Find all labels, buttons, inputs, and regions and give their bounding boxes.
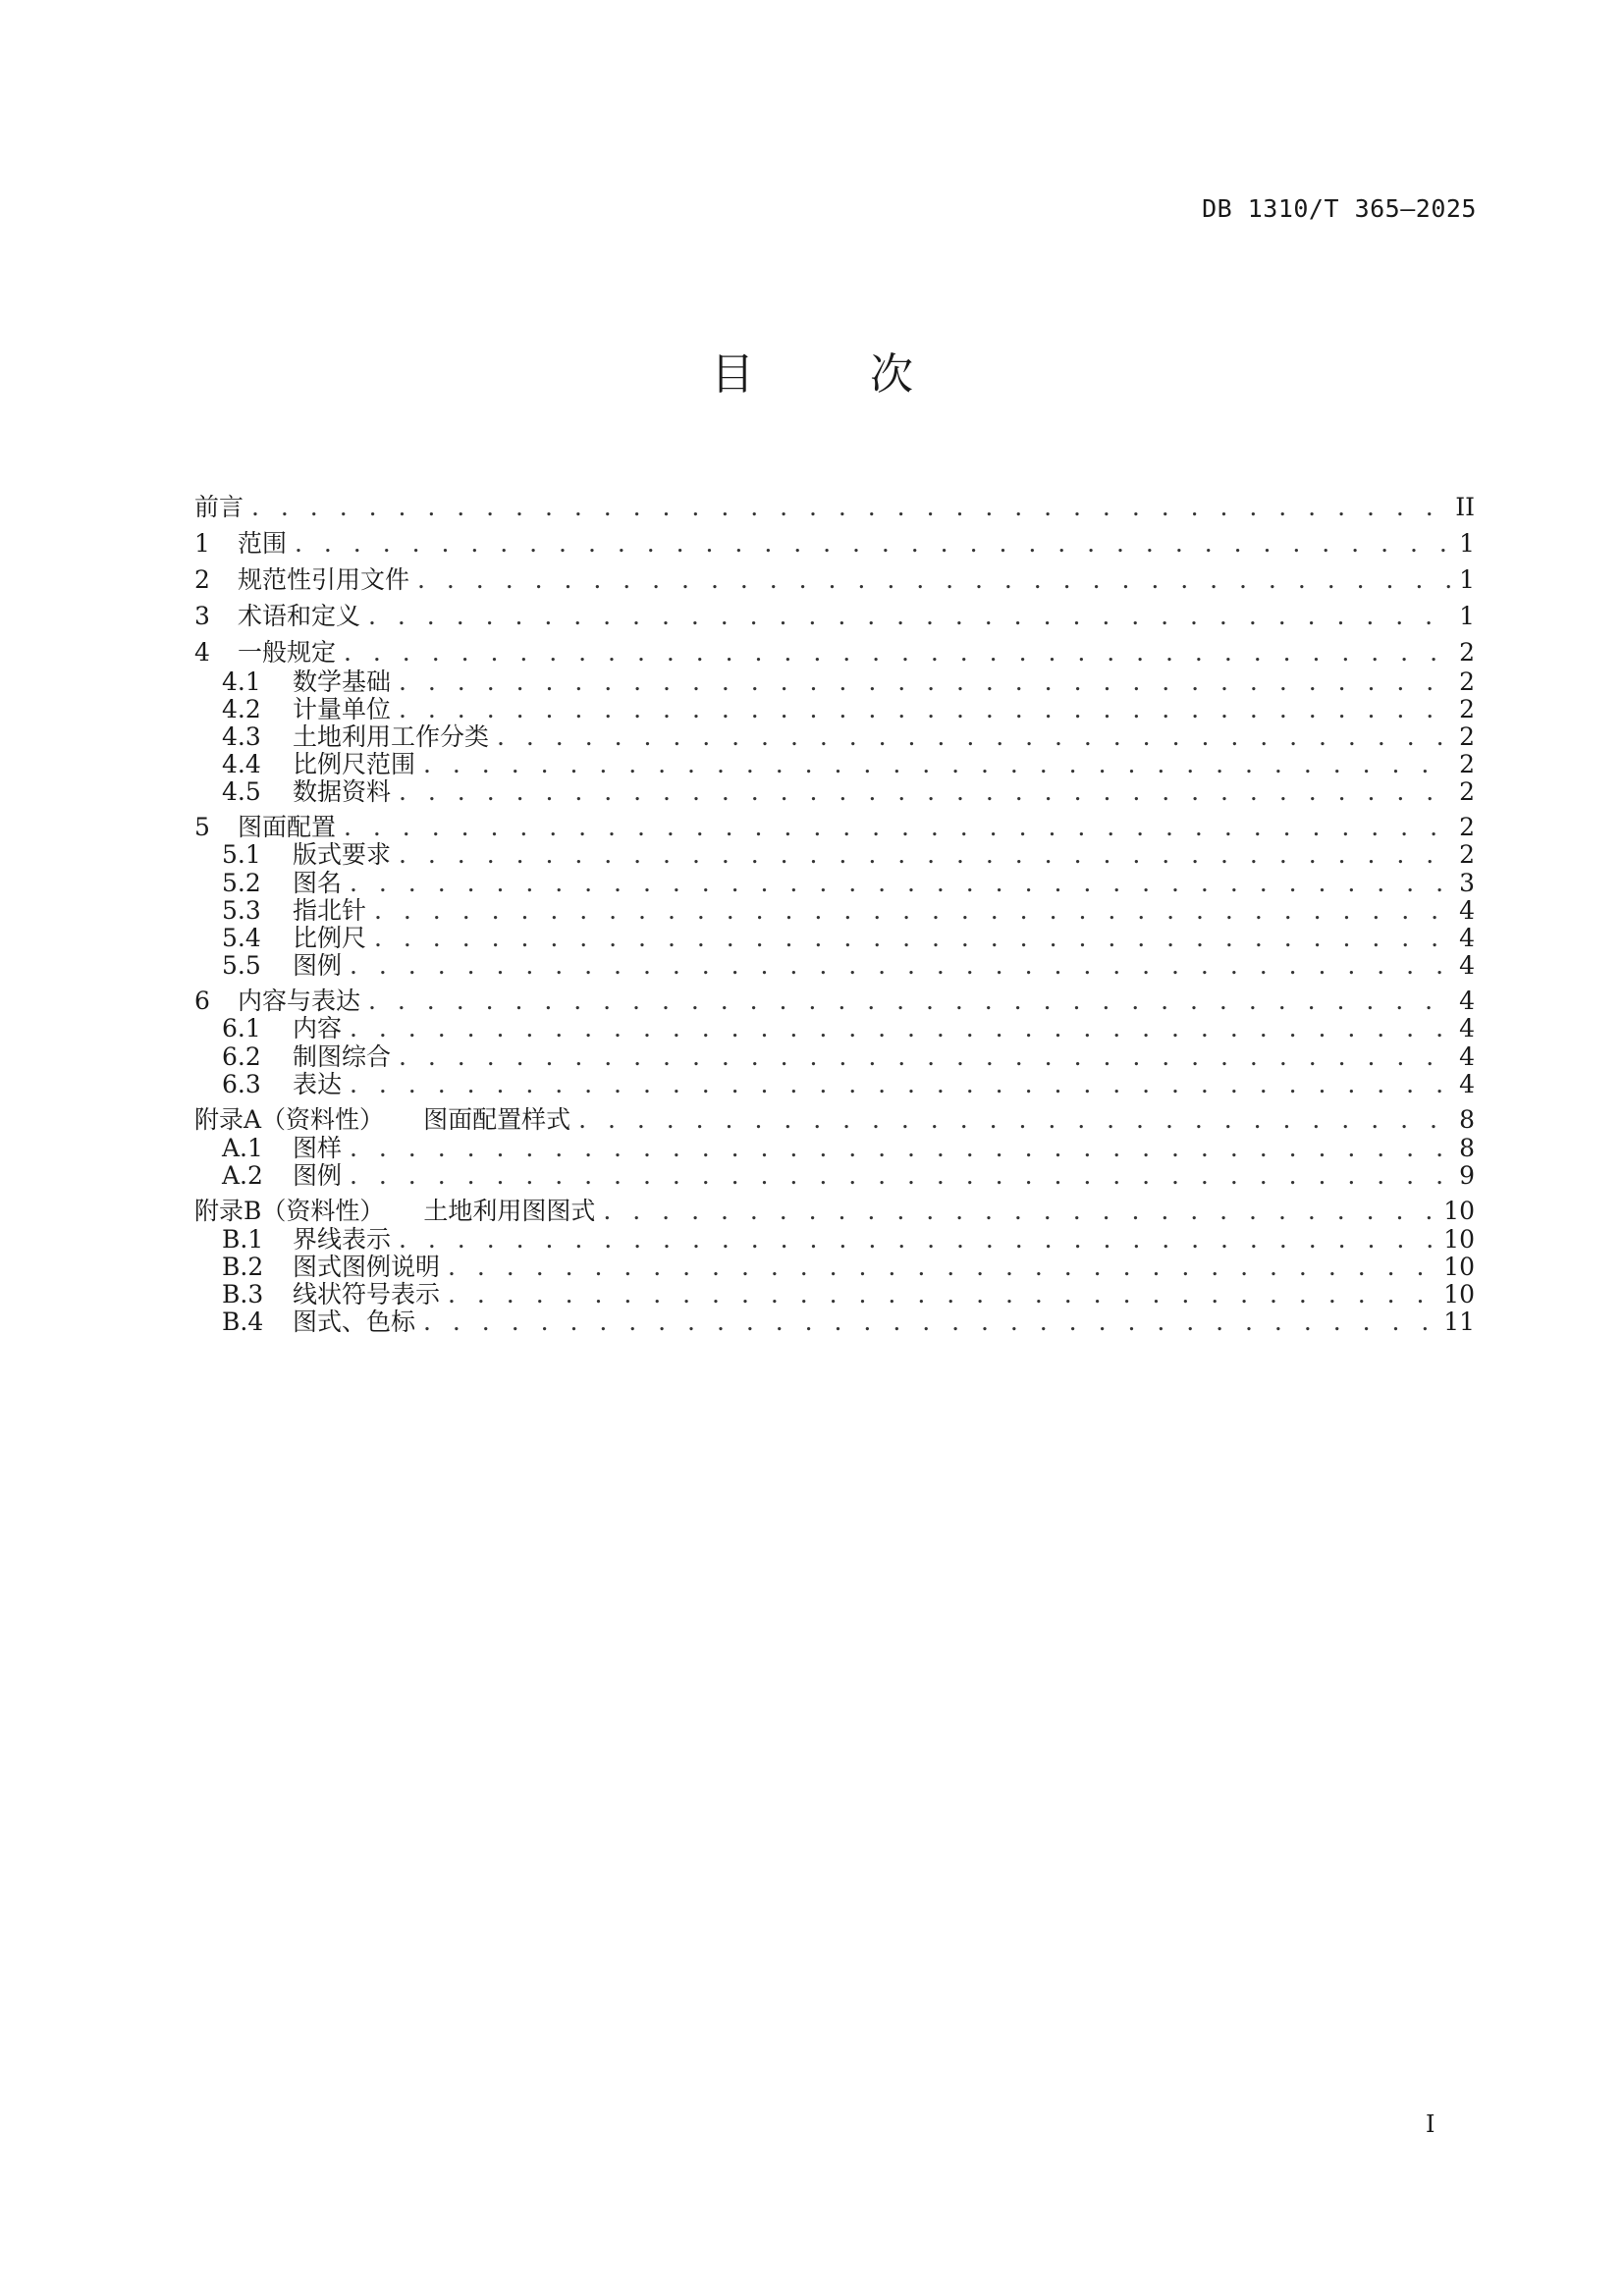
- toc-entry-number: 4.1: [222, 667, 261, 696]
- toc-entry-title: 制图综合: [293, 1042, 392, 1071]
- toc-entry-title: 比例尺范围: [293, 750, 416, 778]
- toc-entry-number: 5: [194, 813, 210, 841]
- toc-appendix-label: 附录A（资料性）: [194, 1105, 385, 1134]
- toc-entry-number: 6.3: [222, 1070, 261, 1098]
- toc-entry-title: 数学基础: [293, 667, 392, 696]
- toc-page-number: 11: [1443, 1308, 1475, 1336]
- dot-leader: [251, 491, 1447, 524]
- dot-leader: [344, 636, 1451, 669]
- toc-entry-number: 3: [194, 602, 210, 630]
- toc-page-number: 1: [1459, 529, 1475, 558]
- toc-page-number: 2: [1459, 638, 1475, 667]
- toc-entry-title: 计量单位: [293, 695, 392, 723]
- toc-entry-number: 1: [194, 529, 210, 558]
- toc-entry-number: 4: [194, 638, 210, 667]
- toc-entry[interactable]: [194, 563, 1475, 597]
- toc-entry-number: A.1: [222, 1134, 263, 1162]
- toc-entry-number: 4.4: [222, 750, 261, 778]
- toc-page-number: 4: [1459, 896, 1475, 925]
- toc-entry-title: 图面配置样式: [423, 1105, 571, 1134]
- toc-entry-number: A.2: [222, 1161, 263, 1190]
- toc-entry-title: 规范性引用文件: [238, 565, 410, 594]
- toc-entry-number: 4.3: [222, 722, 261, 751]
- toc-entry-title: 图名: [293, 869, 343, 897]
- toc-subentry[interactable]: [222, 1306, 1475, 1339]
- toc-entry-number: 4.2: [222, 695, 261, 723]
- document-code: DB 1310/T 365—2025: [1202, 194, 1477, 223]
- toc-entry-number: 5.1: [222, 840, 261, 869]
- toc-page-number: 4: [1459, 1042, 1475, 1071]
- toc-page-number: 4: [1459, 1070, 1475, 1098]
- toc-entry-number: 5.4: [222, 924, 261, 952]
- toc-entry-title: 前言: [194, 493, 244, 521]
- toc-page-number: 10: [1443, 1280, 1475, 1308]
- toc-entry-number: B.1: [222, 1225, 264, 1254]
- toc-page-number: 2: [1459, 813, 1475, 841]
- toc-entry-title: 图式、色标: [293, 1308, 416, 1336]
- dot-leader: [350, 1159, 1451, 1193]
- toc-entry-number: 6.2: [222, 1042, 261, 1071]
- toc-page-number: 9: [1459, 1161, 1475, 1190]
- toc-page-number: 2: [1459, 695, 1475, 723]
- toc-page-number: 1: [1459, 602, 1475, 630]
- toc-page-number: 8: [1459, 1105, 1475, 1134]
- toc-entry-title: 一般规定: [238, 638, 337, 667]
- toc-entry-title: 内容: [293, 1014, 343, 1042]
- toc-entry-number: 4.5: [222, 777, 261, 806]
- toc-subentry[interactable]: [222, 1068, 1475, 1101]
- toc-page-number: 4: [1459, 924, 1475, 952]
- toc-entry-number: 5.5: [222, 951, 261, 980]
- toc-entry-number: 6: [194, 987, 210, 1015]
- page-title: 目 次: [711, 349, 964, 400]
- page-number: I: [1426, 2110, 1435, 2138]
- toc-page-number: 4: [1459, 951, 1475, 980]
- toc-entry[interactable]: [194, 600, 1475, 633]
- dot-leader: [295, 527, 1451, 561]
- toc-page-number: 2: [1459, 667, 1475, 696]
- toc-entry-title: 图样: [293, 1134, 343, 1162]
- toc-entry-number: 2: [194, 565, 210, 594]
- toc-page-number: 4: [1459, 987, 1475, 1015]
- toc-page-number: 2: [1459, 722, 1475, 751]
- toc-entry-number: 5.3: [222, 896, 261, 925]
- toc-entry-title: 线状符号表示: [293, 1280, 441, 1308]
- toc-page-number: 10: [1443, 1225, 1475, 1254]
- toc-entry-title: 图例: [293, 951, 343, 980]
- toc-entry-title: 图面配置: [238, 813, 337, 841]
- toc-entry-title: 图式图例说明: [293, 1253, 441, 1281]
- dot-leader: [399, 775, 1451, 809]
- toc-subentry[interactable]: [222, 949, 1475, 983]
- toc-entry-number: B.3: [222, 1280, 264, 1308]
- toc-entry-title: 版式要求: [293, 840, 392, 869]
- toc-page-number: 2: [1459, 840, 1475, 869]
- toc-page-number: II: [1455, 493, 1475, 521]
- toc-entry-title: 内容与表达: [238, 987, 361, 1015]
- toc-page-number: 10: [1443, 1253, 1475, 1281]
- toc-page-number: 4: [1459, 1014, 1475, 1042]
- toc-entry-title: 比例尺: [293, 924, 367, 952]
- toc-page-number: 1: [1459, 565, 1475, 594]
- toc-entry-title: 数据资料: [293, 777, 392, 806]
- toc-page-number: 2: [1459, 777, 1475, 806]
- toc-subentry[interactable]: [222, 775, 1475, 809]
- toc-entry-title: 指北针: [293, 896, 367, 925]
- toc-entry-title: 术语和定义: [238, 602, 361, 630]
- toc-entry[interactable]: [194, 527, 1475, 561]
- toc-appendix-label: 附录B（资料性）: [194, 1197, 385, 1225]
- toc-entry-title: 土地利用图图式: [423, 1197, 596, 1225]
- dot-leader: [350, 949, 1451, 983]
- toc-entry-title: 表达: [293, 1070, 343, 1098]
- toc-entry-number: B.2: [222, 1253, 264, 1281]
- toc-entry-title: 土地利用工作分类: [293, 722, 490, 751]
- dot-leader: [350, 1068, 1451, 1101]
- toc-subentry[interactable]: [222, 1159, 1475, 1193]
- toc-entry-number: 5.2: [222, 869, 261, 897]
- toc-page-number: 3: [1459, 869, 1475, 897]
- dot-leader: [417, 563, 1451, 597]
- toc-entry-title: 范围: [238, 529, 288, 558]
- toc-entry-title: 界线表示: [293, 1225, 392, 1254]
- dot-leader: [368, 600, 1451, 633]
- toc-page-number: 8: [1459, 1134, 1475, 1162]
- toc-page-number: 10: [1443, 1197, 1475, 1225]
- toc-page-number: 2: [1459, 750, 1475, 778]
- toc-entry-number: 6.1: [222, 1014, 261, 1042]
- toc-entry[interactable]: [194, 636, 1475, 669]
- dot-leader: [423, 1306, 1435, 1339]
- toc-entry-number: B.4: [222, 1308, 264, 1336]
- toc-entry-title: 图例: [293, 1161, 343, 1190]
- toc-entry[interactable]: [194, 491, 1475, 524]
